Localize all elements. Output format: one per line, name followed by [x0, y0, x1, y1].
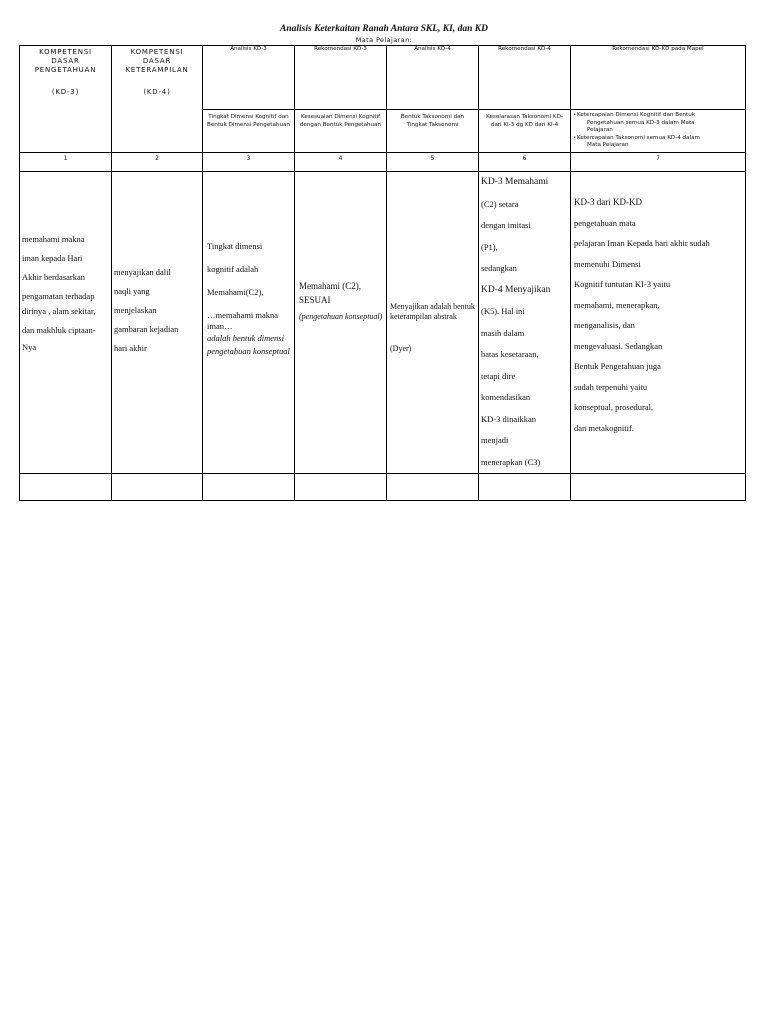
document-subtitle: Mata Pelajaran:	[355, 36, 413, 44]
cell-rekomendasi-kd3: Memahami (C2), SESUAI (pengetahuan konseptual)	[295, 172, 387, 474]
analysis-table	[19, 45, 746, 501]
column-number: 5	[387, 153, 479, 172]
cell-rekomendasi-kd4: KD-3 Memahami (C2) setara dengan imitasi (P1), sedangkan KD-4 Menyajikan (K5). Hal ini masih dalam batas kesetaraan, tetapi dire komendasikan KD-3 dinaikkan menjadi menerapkan (C3)	[479, 172, 571, 474]
header-kd3: KOMPETENSI DASAR PENGETAHUAN (KD-3)	[20, 46, 112, 153]
bullet-item: • Ketercapaian Taksonomi semua KD-4 dalam	[573, 134, 700, 141]
document-title: Analisis Keterkaitan Ranah Antara SKL, KI, dan KD	[280, 24, 488, 34]
cell-analisis-kd3: Tingkat dimensi kognitif adalah Memahami(C2), …memahami makna iman… adalah bentuk dimensi pengetahuan konseptual	[203, 172, 295, 474]
bullet-icon: •	[573, 134, 577, 141]
empty-cell	[20, 474, 112, 501]
cell-rekomendasi-mapel: KD-3 dari KD-KD pengetahuan mata pelajaran Iman Kepada hari akhir sudah memenuhi Dimensi Kognitif tuntutan KI-3 yaitu memahami, menerapkan, menganalisis, dan mengevaluasi. Sedangkan Bentuk Pengetahuan juga sudah terpenuhi yaitu konseptual, prosedural, dan metakognitif.	[571, 172, 746, 474]
subheader-rekomendasi-kd4: Keselarasan Taksonomi KD-dari KI-3 dg KD dari KI-4	[479, 110, 571, 153]
header-row	[20, 46, 746, 110]
column-number: 6	[479, 153, 571, 172]
content-row	[20, 172, 746, 474]
number-row	[20, 153, 746, 172]
bullet-item: • Ketercapaian Dimensi Kognitif dan Bentuk	[573, 112, 696, 118]
header-rekomendasi-kd4: Rekomendasi KD-4	[479, 46, 571, 110]
column-number: 4	[295, 153, 387, 172]
subheader-rekomendasi-kd3: Kesesuaian Dimensi Kognitif dengan Bentuk Pengetahuan	[295, 110, 387, 153]
header-analisis-kd3: Analisis KD-3	[203, 46, 295, 110]
empty-row	[20, 474, 746, 501]
empty-cell	[387, 474, 479, 501]
header-rekomendasi-kd3: Rekomendasi KD-3	[295, 46, 387, 110]
subheader-analisis-kd4: Bentuk Taksonomi dan Tingkat Taksonomi	[387, 110, 479, 153]
cell-kd3-text: memahami makna iman kepada Hari Akhir berdasarkan pengamatan terhadap dirinya , alam sekitar, dan makhluk ciptaan- Nya	[20, 172, 112, 474]
header-rekomendasi-mapel: Rekomendasi KD-KD pada Mapel	[571, 46, 746, 110]
header-analisis-kd4: Analisis KD-4	[387, 46, 479, 110]
column-number: 3	[203, 153, 295, 172]
empty-cell	[112, 474, 203, 501]
empty-cell	[571, 474, 746, 501]
empty-cell	[203, 474, 295, 501]
column-number: 1	[20, 153, 112, 172]
empty-cell	[295, 474, 387, 501]
column-number: 2	[112, 153, 203, 172]
bullet-icon: •	[573, 112, 577, 118]
cell-analisis-kd4: Menyajikan adalah bentuk keterampilan abstrak (Dyer)	[387, 172, 479, 474]
column-number: 7	[571, 153, 746, 172]
header-kd4: KOMPETENSI DASAR KETERAMPILAN (KD-4)	[112, 46, 203, 153]
empty-cell	[479, 474, 571, 501]
cell-kd4-text: menyajikan dalil naqli yang menjelaskan gambaran kejadian hari akhir	[112, 172, 203, 474]
subheader-analisis-kd3: Tingkat Dimensi Kognitif dan Bentuk Dimensi Pengetahuan	[203, 110, 295, 153]
subheader-rekomendasi-mapel: • Ketercapaian Dimensi Kognitif dan Bentuk Pengetahuan semua KD-3 dalam Mata Pelajaran • Ketercapaian Taksonomi semua KD-4 dalam Mata Pelajaran	[571, 110, 746, 153]
